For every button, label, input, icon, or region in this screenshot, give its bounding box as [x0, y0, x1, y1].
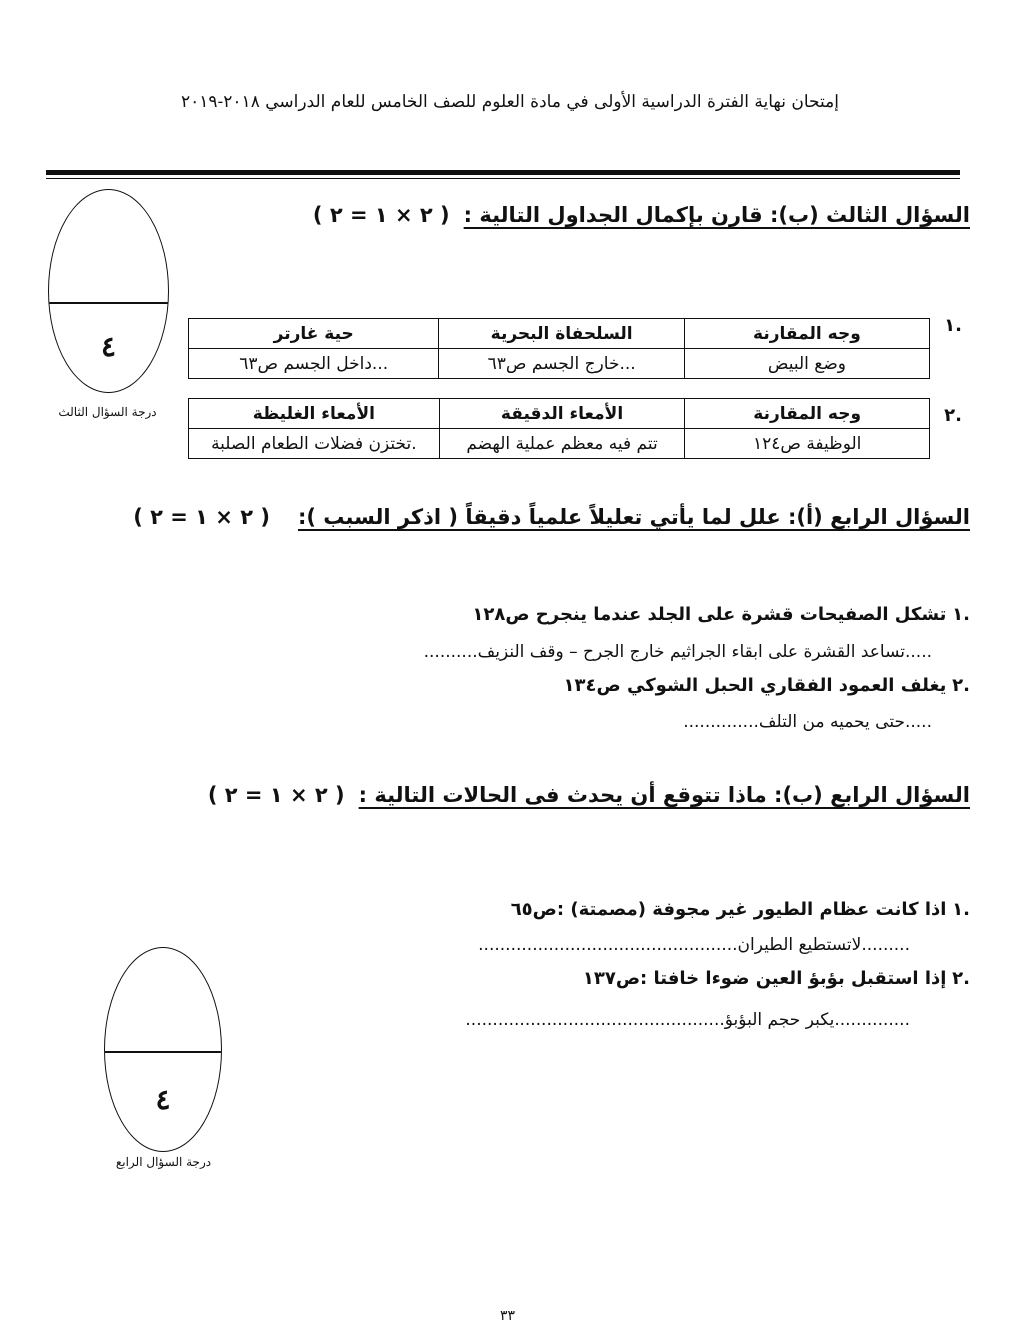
q4a-item1-text: تشكل الصفيحات قشرة على الجلد عندما ينجرح ص١٢٨ [472, 604, 947, 625]
table1-header-aspect: وجه المقارنة [684, 319, 929, 349]
q4a-title: السؤال الرابع (أ): علل لما يأتي تعليلاً علمياً دقيقاً ( اذكر السبب ): [297, 505, 970, 529]
page-number: ٣٣ [500, 1308, 516, 1324]
table-row [189, 319, 930, 349]
list-item [511, 899, 970, 920]
list-item [564, 675, 970, 696]
q4b-item1-answer: .........لاتستطيع الطيران................................................ [478, 935, 910, 955]
grade-oval-divider [49, 302, 168, 304]
header-divider-thin [46, 178, 960, 179]
table2-number: .٢ [944, 405, 962, 426]
q4a-item2-number: .٢ [952, 675, 970, 696]
table-row [189, 399, 930, 429]
grade-oval-q4-label: درجة السؤال الرابع [115, 1155, 212, 1169]
table2-header-large-intestine: الأمعاء الغليظة [189, 399, 440, 429]
grade-oval-q4-score: ٤ [155, 1083, 171, 1116]
q4b-item2-number: .٢ [952, 968, 970, 989]
table2-header-small-intestine: الأمعاء الدقيقة [439, 399, 685, 429]
grade-oval-divider [105, 1051, 221, 1053]
q4a-item2-text: يغلف العمود الفقاري الحبل الشوكي ص١٣٤ [563, 675, 947, 696]
list-item [583, 968, 970, 989]
q3b-score: ( ٢ × ١ = ٢ ) [312, 203, 450, 227]
q4a-score: ( ٢ × ١ = ٢ ) [133, 505, 270, 529]
q4b-item2-answer: ..............يكبر حجم البؤبؤ................................................ [465, 1010, 910, 1030]
q4a-item2-answer: .....حتى يحميه من التلف.............. [683, 712, 932, 732]
grade-oval-q3 [48, 189, 169, 393]
table2-cell-large-intestine: .تختزن فضلات الطعام الصلبة [189, 429, 440, 459]
comparison-table-2 [188, 398, 930, 459]
q4b-score: ( ٢ × ١ = ٢ ) [207, 783, 345, 807]
table1-cell-aspect: وضع البيض [684, 349, 929, 379]
table1-number: .١ [944, 315, 962, 336]
header-divider [46, 170, 960, 175]
q4b-item2-text: إذا استقبل بؤبؤ العين ضوءا خافتا :ص١٣٧ [582, 968, 947, 989]
list-item [472, 604, 970, 625]
q3b-title: السؤال الثالث (ب): قارن بإكمال الجداول التالية : [463, 203, 970, 227]
table1-cell-garter-snake: ...داخل الجسم ص٦٣ [189, 349, 439, 379]
table-row [189, 349, 930, 379]
grade-oval-q3-score: ٤ [100, 330, 117, 363]
table1-header-garter-snake: حية غارتر [189, 319, 439, 349]
q4a-item1-answer: .....تساعد القشرة على ابقاء الجراثيم خارج الجرح – وقف النزيف.......... [423, 642, 932, 662]
q4b-item1-text: اذا كانت عظام الطيور غير مجوفة (مصمتة) :ص٦٥ [510, 899, 947, 920]
q4b-title-line [208, 783, 970, 807]
table1-cell-sea-turtle: ...خارج الجسم ص٦٣ [439, 349, 684, 379]
exam-header: إمتحان نهاية الفترة الدراسية الأولى في مادة العلوم للصف الخامس للعام الدراسي ٢٠١٨-٢٠١٩ [181, 92, 839, 112]
table1-header-sea-turtle: السلحفاة البحرية [439, 319, 684, 349]
q4a-title-line [133, 505, 970, 529]
comparison-table-1 [188, 318, 930, 379]
table2-cell-small-intestine: تتم فيه معظم عملية الهضم [439, 429, 685, 459]
grade-oval-q3-label: درجة السؤال الثالث [58, 405, 157, 419]
q3b-title-line [313, 203, 970, 227]
q4b-item1-number: .١ [952, 899, 970, 920]
q4b-title: السؤال الرابع (ب): ماذا تتوقع أن يحدث فى الحالات التالية : [358, 783, 970, 807]
table2-header-aspect: وجه المقارنة [685, 399, 930, 429]
q4a-item1-number: .١ [952, 604, 970, 625]
table-row [189, 429, 930, 459]
grade-oval-q4 [104, 947, 222, 1152]
table2-cell-aspect: الوظيفة ص١٢٤ [685, 429, 930, 459]
